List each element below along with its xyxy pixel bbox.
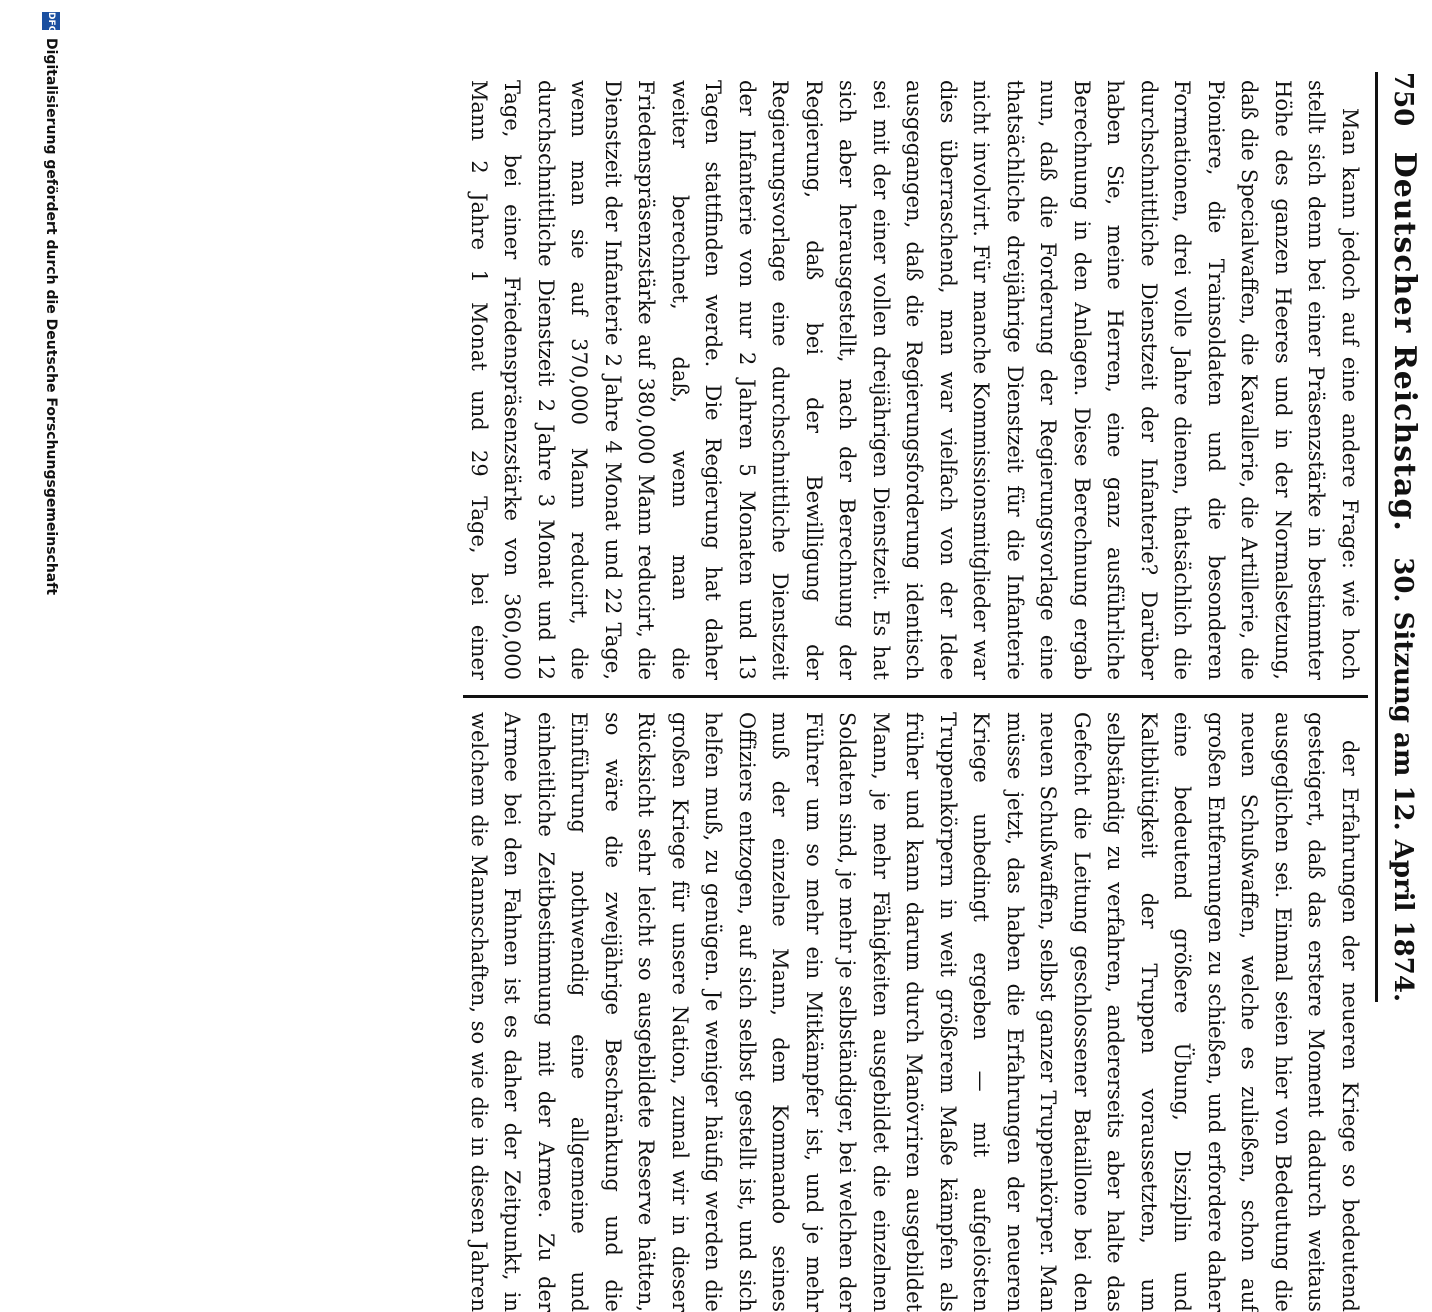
paragraph: Man kann jedoch auf eine andere Frage: wie hoch stellt sich denn bei einer Präsenzstärke in bestimmter Höhe des ganzen Heeres und in der Normalsetzung, daß die Specialwaffen, die Kavallerie, die Artillerie, die Pioniere, die Trainsoldaten und die besonderen Formationen, drei volle Jahre dienen, thatsächlich die durchschnittliche Dienstzeit der Infanterie? Darüber haben Sie, meine Herren, eine ganz ausführliche Berechnung in den Anlagen. Diese Berechnung ergab nun, daß die Forderung der Regierungsvorlage eine thatsächliche dreijährige Dienstzeit für die Infanterie nicht involvirt. Für manche Kommissionsmitglieder war dies überraschend, man war vielfach von der Idee ausgegangen, daß die Regierungsforderung identisch sei mit der einer vollen dreijährigen Dienstzeit. Es hat sich aber herausgestellt, nach der Berechnung der Regierung, daß bei der Bewilligung der Regierungsvorlage eine durchschnittliche Dienstzeit der Infanterie von nur 2 Jahren 5 Monaten und 13 Tagen stattfinden werde. Die Regierung hat daher weiter berechnet, daß, wenn man die Friedenspräsenzstärke auf 380,000 Mann reducirt, die Dienstzeit der Infanterie 2 Jahre 4 Monat und 22 Tage, wenn man sie auf 370,000 Mann reducirt, die durchschnittliche Dienstzeit 2 Jahre 3 Monat und 12 Tage, bei einer Friedenspräsenzstärke von 360,000 Mann 2 Jahre 1 Monat und 29 Tage, bei einer bbox=[467, 80, 1362, 680]
header-rule bbox=[1375, 72, 1378, 1002]
text-column-left bbox=[466, 80, 1366, 680]
column-divider bbox=[463, 695, 1368, 698]
digitization-credit bbox=[40, 12, 62, 1012]
paragraph: der Erfahrungen der neueren Kriege so bedeutend gesteigert, daß das erstere Moment dadurch weitaus ausgeglichen sei. Einmal seien hier von Bedeutung die neuen Schußwaffen, welche es zuließen, schon auf großen Entfernungen zu schießen, und erfordere daher eine bedeutend größere Übung, Disziplin und Kaltblütigkeit der Truppen voraussetzten, um selbständig zu verfahren, andererseits aber halte das Gefecht die Leitung geschlossener Bataillone bei den neuen Schußwaffen, selbst ganzer Truppenkörper. Man müsse jetzt, das haben die Erfahrungen der neueren Kriege unbedingt ergeben — mit aufgelösten Truppenkörpern in weit größerem Maße kämpfen als früher und kann darum durch Manövriren ausgebildet Mann, je mehr Fähigkeiten ausgebildet die einzelnen Soldaten sind, je mehr je selbständiger, bei welchen der Führer um so mehr ein Mitkämpfer ist, und je mehr muß der einzelne Mann, dem Kommando seines Offiziers entzogen, auf sich selbst gestellt ist, und sich helfen muß, zu genügen. Je weniger häufig werden die großen Kriege für unsere Nation, zumal wir in dieser Rücksicht sehr leicht so ausgebildete Reserve hätten, so wäre die zweijährige Beschränkung und die Einführung nothwendig eine allgemeine und einheitliche Zeitbestimmung mit der Armee. Zu der Armee bei den Fahnen ist es daher der Zeitpunkt, in welchem die Mannschaften, so wie die in diesen Jahren bbox=[467, 712, 1362, 1312]
text-column-right bbox=[466, 712, 1366, 1312]
scanned-page bbox=[40, 12, 1432, 1312]
running-title: Deutscher Reichstag. bbox=[1387, 151, 1422, 532]
credit-text: Digitalisierung gefördert durch die Deutsche Forschungsgemeinschaft bbox=[43, 38, 59, 596]
page-number: 750 bbox=[1388, 72, 1418, 127]
session-date: 30. Sitzung am 12. April 1874. bbox=[1388, 557, 1418, 1002]
page-header bbox=[1382, 72, 1422, 1002]
dfg-logo-icon: DFG bbox=[42, 12, 60, 30]
